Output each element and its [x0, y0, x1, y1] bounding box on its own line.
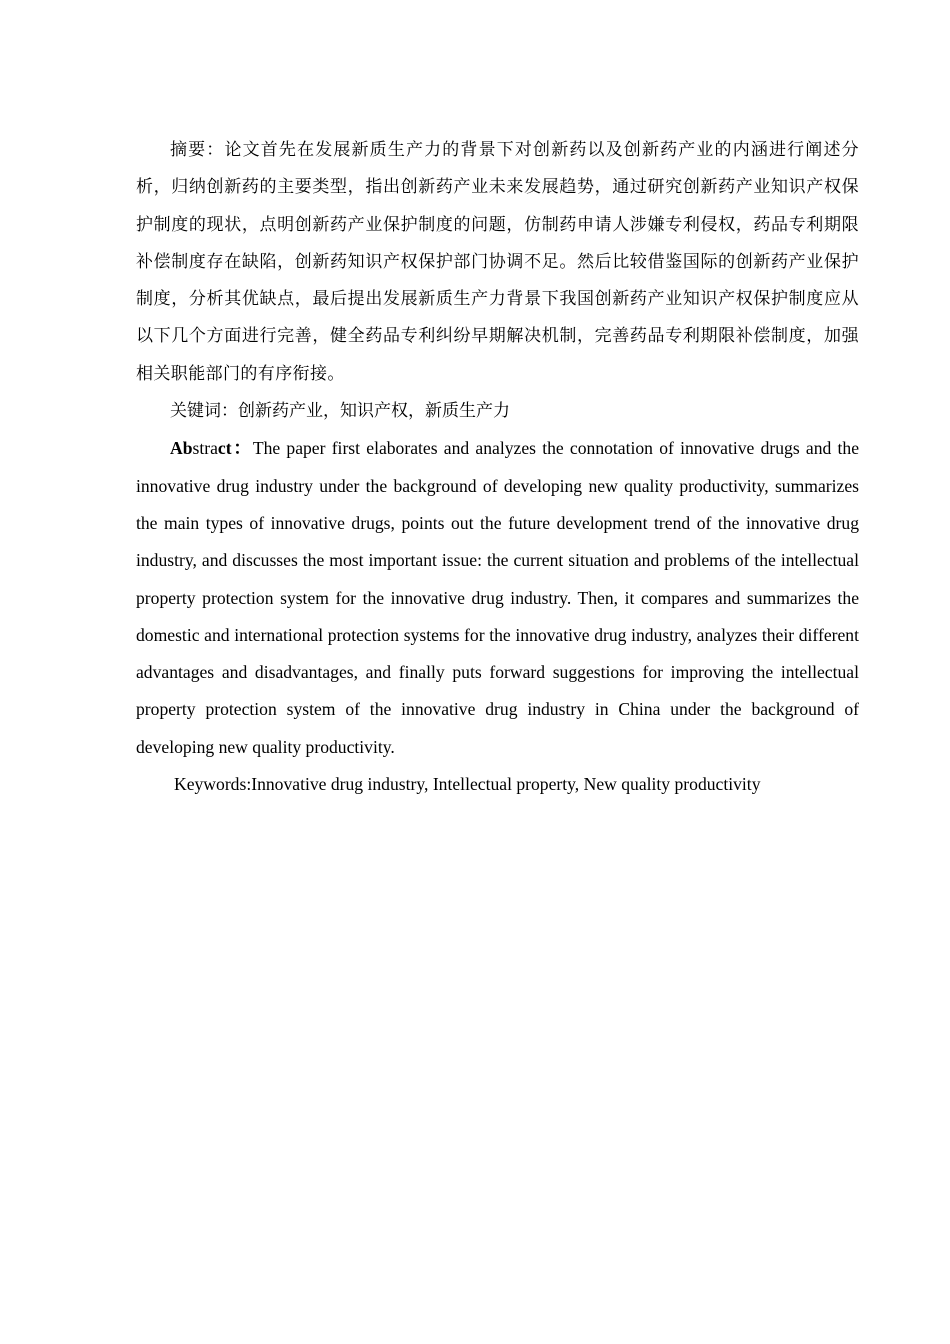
english-abstract-label-part1: Ab [170, 438, 193, 459]
english-keywords-text: Innovative drug industry, Intellectual property, New quality productivity [251, 774, 761, 795]
english-abstract-label-part3: ct： [217, 438, 253, 459]
chinese-abstract-paragraph [136, 132, 859, 393]
chinese-keywords-label: 关键词： [170, 401, 238, 422]
chinese-keywords-paragraph [136, 393, 859, 430]
chinese-abstract-text: 论文首先在发展新质生产力的背景下对创新药以及创新药产业的内涵进行阐述分析，归纳创新药的主要类型，指出创新药产业未来发展趋势，通过研究创新药产业知识产权保护制度的现状，点明创新药产业保护制度的问题，仿制药申请人涉嫌专利侵权，药品专利期限补偿制度存在缺陷，创新药知识产权保护部门协调不足。然后比较借鉴国际的创新药产业保护制度，分析其优缺点，最后提出发展新质生产力背景下我国创新药产业知识产权保护制度应从以下几个方面进行完善，健全药品专利纠纷早期解决机制，完善药品专利期限补偿制度，加强相关职能部门的有序衔接。 [136, 140, 860, 384]
english-keywords-paragraph [136, 766, 859, 803]
english-keywords-label: Keywords: [174, 774, 252, 795]
english-abstract-label-part2: stra [192, 438, 218, 459]
abstract-section [136, 132, 859, 803]
chinese-keywords-text: 创新药产业，知识产权，新质生产力 [238, 401, 510, 422]
chinese-abstract-label: 摘要： [170, 140, 225, 160]
english-abstract-text: The paper first elaborates and analyzes the connotation of innovative drugs and the innovative drug industry under the background of developing new quality productivity, summarizes the main types of innovative drugs, points out the future development trend of the innovative drug industry, and discusses the most important issue: the current situation and problems of the intellectual property protection system for the innovative drug industry. Then, it compares and summarizes the domestic and international protection systems for the innovative drug industry, analyzes their different advantages and disadvantages, and finally puts forward suggestions for improving the intellectual property protection system of the innovative drug industry in China under the background of developing new quality productivity. [136, 438, 860, 757]
english-abstract-paragraph [136, 430, 859, 766]
